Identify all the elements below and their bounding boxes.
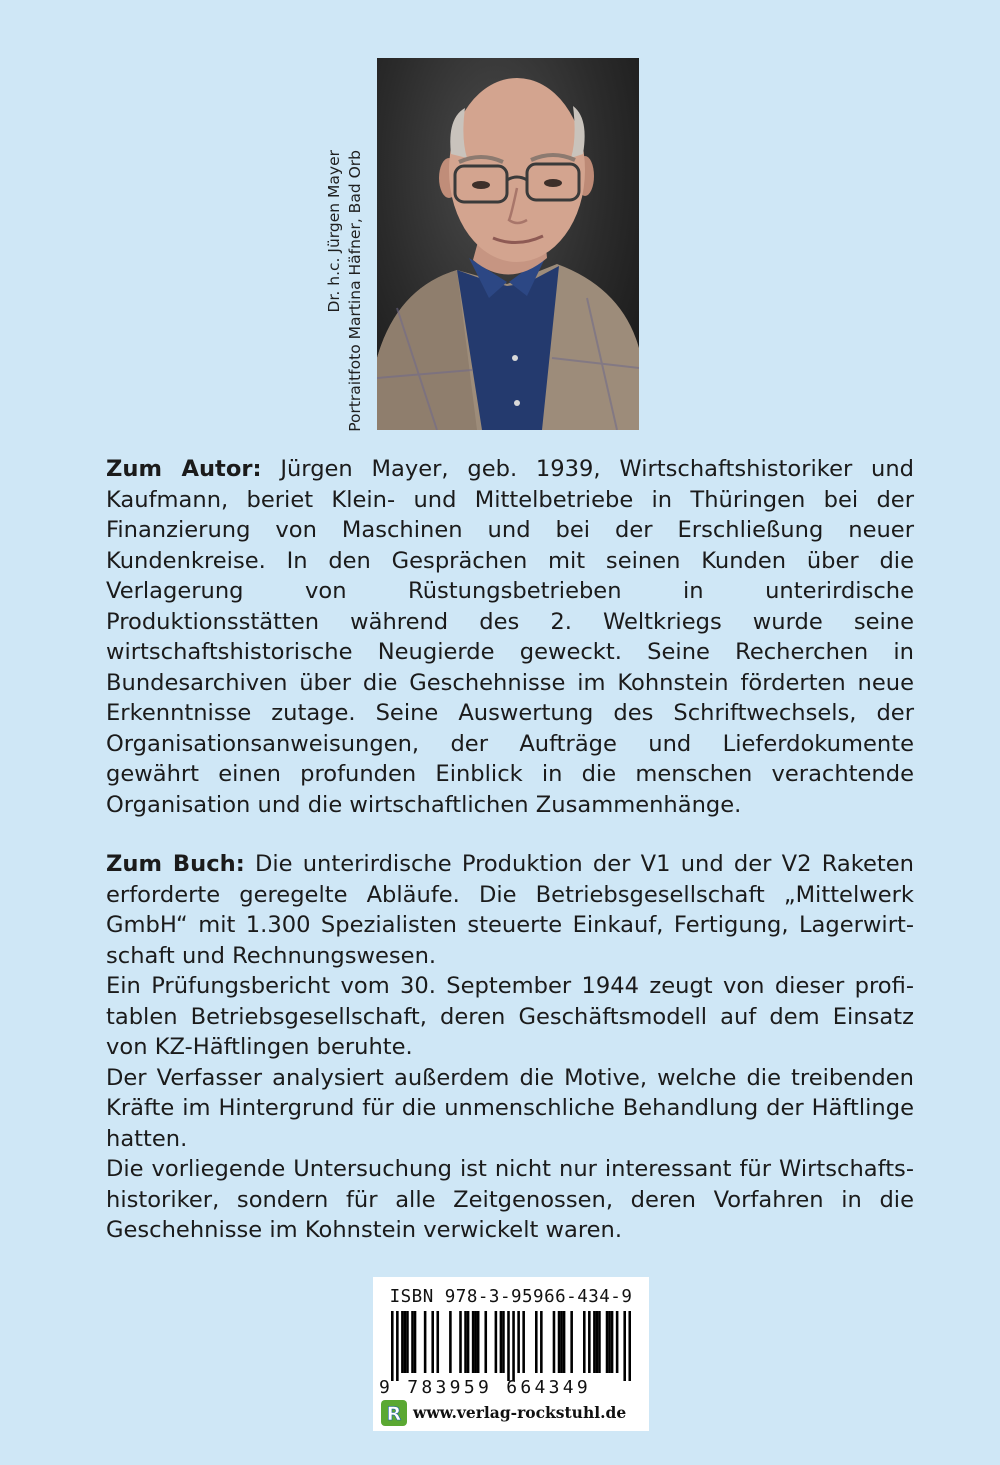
barcode-bar	[570, 1311, 573, 1373]
barcode-bar	[512, 1311, 515, 1381]
barcode-bar	[449, 1311, 452, 1373]
book-paragraph-1	[106, 849, 914, 971]
barcode-bar	[596, 1311, 599, 1373]
barcode-bar	[563, 1311, 566, 1373]
barcode-bar	[507, 1311, 510, 1381]
barcode-bar	[477, 1311, 480, 1373]
author-paragraph	[106, 454, 914, 820]
barcode-bar	[558, 1311, 561, 1373]
barcode-bar	[424, 1311, 427, 1373]
publisher-line	[381, 1400, 643, 1426]
author-section	[106, 454, 914, 820]
book-label: Zum Buch:	[106, 851, 245, 877]
book-paragraph-3: Der Verfasser analysiert außerdem die Motive, welche die treibenden Kräfte im Hintergrund für die unmenschliche Behandlung der Häftlinge hatten.	[106, 1064, 914, 1152]
isbn-text: ISBN 978-3-95966-434-9	[389, 1287, 633, 1307]
book-paragraph-2: Ein Prüfungsbericht vom 30. September 1944 zeugt von dieser profitablen Betriebsgesellschaft, deren Geschäftsmodell auf dem Einsatz von KZ-Häftlingen beruhte.	[106, 973, 914, 1060]
barcode-bar	[593, 1311, 596, 1373]
barcode-bar	[484, 1311, 487, 1373]
barcode-bar	[553, 1311, 556, 1373]
barcode-bar	[406, 1311, 409, 1373]
barcode-bar	[467, 1311, 470, 1373]
author-label: Zum Autor:	[106, 456, 262, 482]
barcode-bar	[391, 1311, 394, 1381]
barcode-bar	[500, 1311, 503, 1373]
barcode-bar	[414, 1311, 417, 1373]
caption-credit: Portraitfoto Martina Häfner, Bad Orb	[346, 150, 364, 432]
publisher-url[interactable]: www.verlag-rockstuhl.de	[413, 1403, 627, 1422]
barcode-bars	[391, 1311, 631, 1381]
ean-digits: 9 783959 664349	[379, 1377, 592, 1398]
barcode-bar	[401, 1311, 404, 1373]
barcode-bar	[540, 1311, 543, 1373]
book-paragraph-4: Die vorliegende Untersuchung ist nicht nur interessant für Wirtschaftshistoriker, sondern für alle Zeitgenossen, deren Vorfahren in die Geschehnisse im Kohnstein verwickelt waren.	[106, 1156, 914, 1243]
barcode-bar	[623, 1311, 626, 1381]
barcode-bar	[560, 1311, 563, 1373]
barcode-bar	[459, 1311, 462, 1373]
svg-text:R: R	[386, 1403, 402, 1425]
photo-caption	[324, 150, 372, 432]
barcode-bar	[616, 1311, 619, 1373]
barcode-bar	[588, 1311, 591, 1373]
barcode-bar	[535, 1311, 538, 1373]
book-text-1: Die unterirdische Produktion der V1 und der V2 Raketen erforderte geregelte Abläufe. Die Betriebsgesellschaft „Mittelwerk GmbH“ mit 1.300 Spezialisten steuerte Einkauf, Fertigung, Lagerwirtschaft und Rechnungswesen.	[106, 851, 914, 969]
barcode-bar	[502, 1311, 505, 1373]
isbn-barcode-box	[373, 1277, 649, 1431]
barcode-bar	[472, 1311, 475, 1373]
barcode-bar	[464, 1311, 467, 1373]
barcode-bar	[474, 1311, 477, 1373]
barcode-bar	[611, 1311, 614, 1373]
barcode-bar	[404, 1311, 407, 1373]
caption-name: Dr. h.c. Jürgen Mayer	[325, 150, 343, 313]
barcode-bar	[396, 1311, 399, 1381]
barcode-bar	[517, 1311, 520, 1373]
barcode-bar	[606, 1311, 609, 1373]
barcode-bar	[431, 1311, 434, 1373]
barcode-bar	[411, 1311, 414, 1373]
barcode-bar	[436, 1311, 439, 1373]
barcode-bar	[628, 1311, 631, 1381]
author-text: Jürgen Mayer, geb. 1939, Wirtschaftshistoriker und Kaufmann, beriet Klein- und Mittelbetriebe in Thüringen bei der Finanzierung von Maschinen und bei der Erschließung neuer Kundenkreise. In den Gesprächen mit seinen Kunden über die Verlagerung von Rüstungsbetrieben in unterirdische Produktionsstätten während des 2. Weltkriegs wurde seine wirtschaftshistorische Neugierde geweckt. Seine Recherchen in Bundesarchiven über die Geschehnisse im Kohnstein förderten neue Erkenntnisse zutage. Seine Auswertung des Schriftwechsels, der Organisationsanweisungen, der Aufträge und Lieferdokumente gewährt einen profunden Einblick in die menschen verachtende Organisation und die wirtschaftlichen Zusammenhänge.	[106, 456, 915, 818]
barcode-bar	[583, 1311, 586, 1373]
barcode-bar	[598, 1311, 601, 1373]
barcode-bar	[495, 1311, 498, 1373]
publisher-logo-icon	[381, 1400, 407, 1426]
author-portrait	[377, 58, 639, 430]
barcode-bar	[608, 1311, 611, 1373]
barcode-bar	[522, 1311, 525, 1373]
book-section	[106, 849, 914, 1246]
